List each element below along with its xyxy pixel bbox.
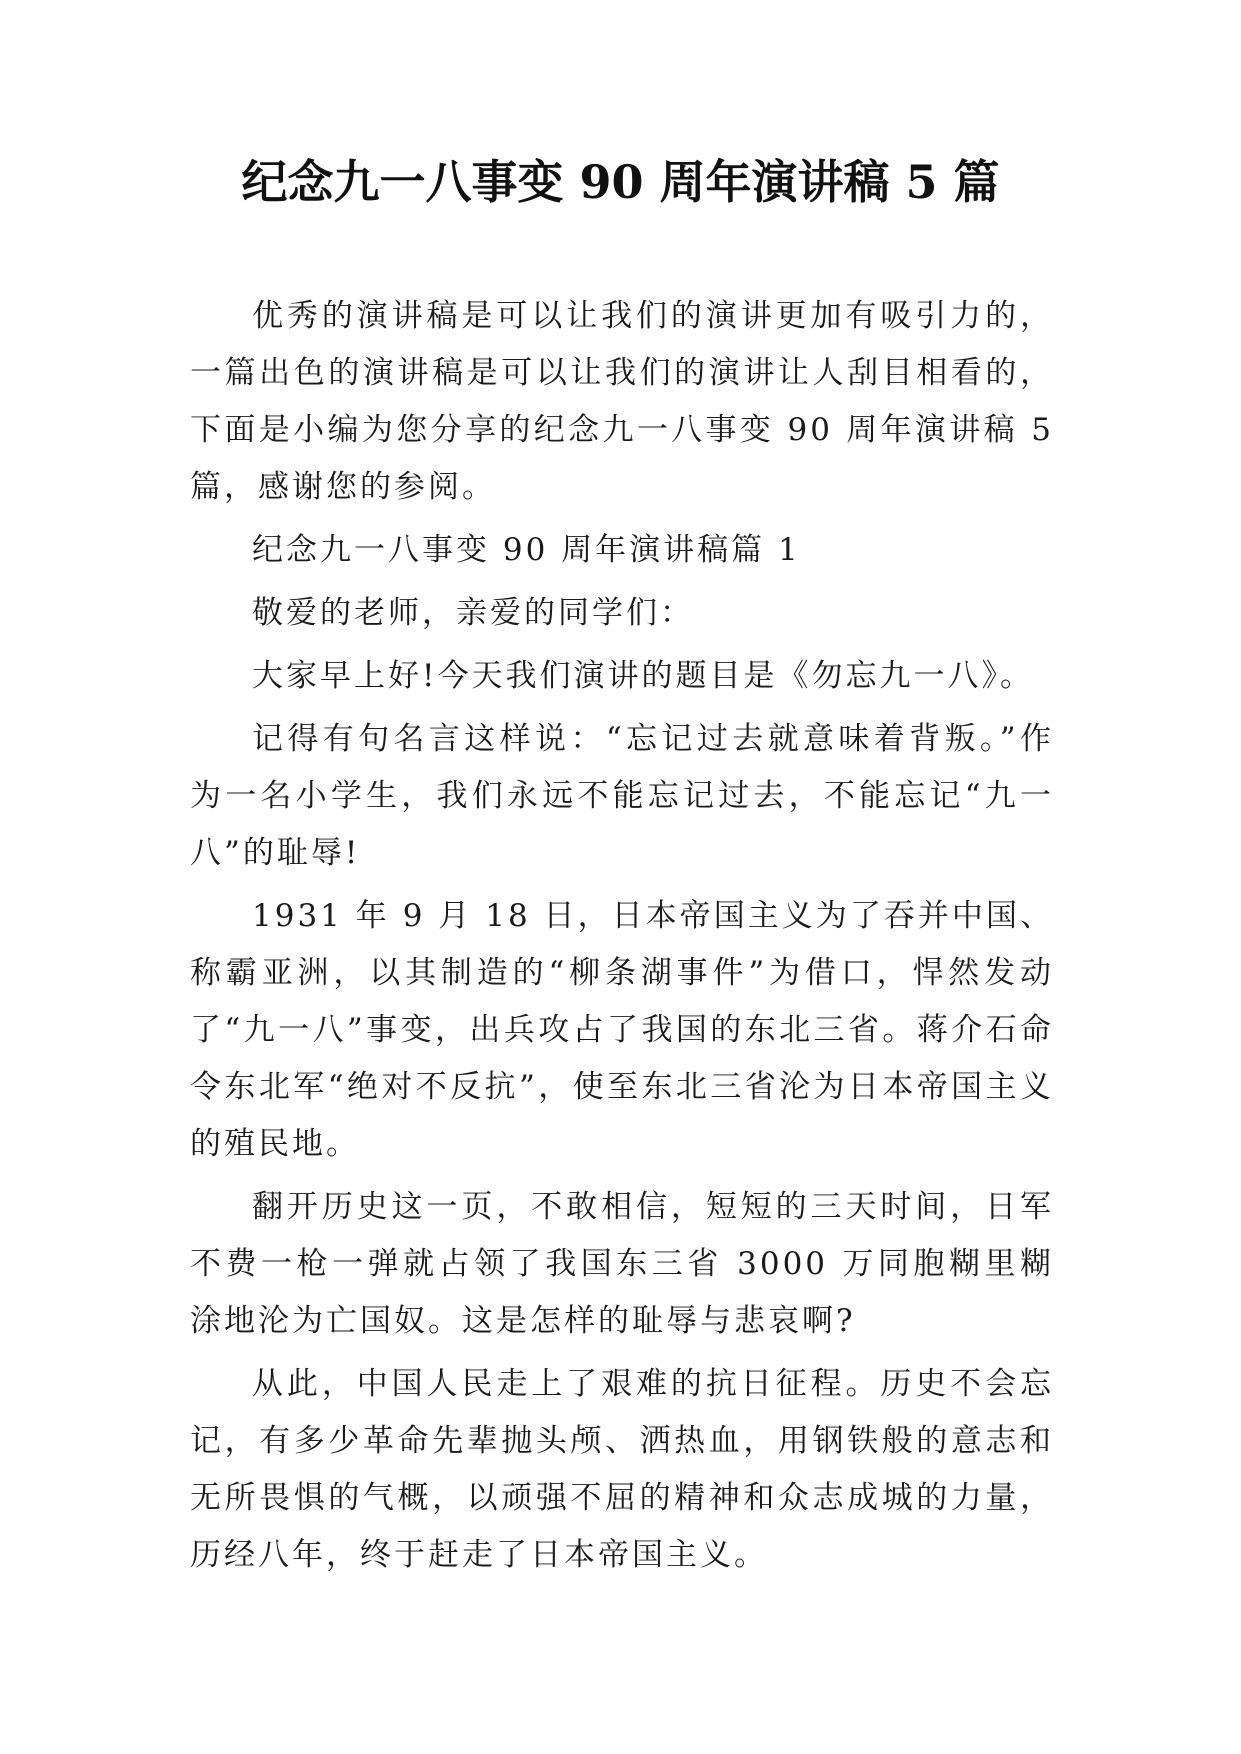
document-title: 纪念九一八事变 90 周年演讲稿 5 篇 [241,155,1000,209]
greeting: 大家早上好!今天我们演讲的题目是《勿忘九一八》。 [252,658,1034,694]
speech-heading: 纪念九一八事变 90 周年演讲稿篇 1 [252,532,801,568]
document-body [190,288,1054,1590]
paragraph-resistance: 从此，中国人民走上了艰难的抗日征程。历史不会忘记，有多少革命先辈抛头颅、洒热血，用钢铁般的意志和无所畏惧的气概，以顽强不屈的精神和众志成城的力量，历经八年，终于赶走了日本帝国主义。 [190,1366,1054,1573]
paragraph-history: 1931 年 9 月 18 日，日本帝国主义为了吞并中国、称霸亚洲，以其制造的“柳条湖事件”为借口，悍然发动了“九一八”事变，出兵攻占了我国的东北三省。蒋介石命令东北军“绝对不反抗”，使至东北三省沦为日本帝国主义的殖民地。 [190,898,1054,1162]
paragraph-quote: 记得有句名言这样说：“忘记过去就意味着背叛。”作为一名小学生，我们永远不能忘记过去，不能忘记“九一八”的耻辱! [190,721,1054,871]
paragraph-intro: 优秀的演讲稿是可以让我们的演讲更加有吸引力的，一篇出色的演讲稿是可以让我们的演讲让人刮目相看的，下面是小编为您分享的纪念九一八事变 90 周年演讲稿 5 篇，感谢您的参阅。 [190,298,1054,505]
salutation: 敬爱的老师，亲爱的同学们： [252,595,694,631]
paragraph-occupation: 翻开历史这一页，不敢相信，短短的三天时间，日军不费一枪一弹就占领了我国东三省 3000 万同胞糊里糊涂地沦为亡国奴。这是怎样的耻辱与悲哀啊? [190,1189,1054,1339]
